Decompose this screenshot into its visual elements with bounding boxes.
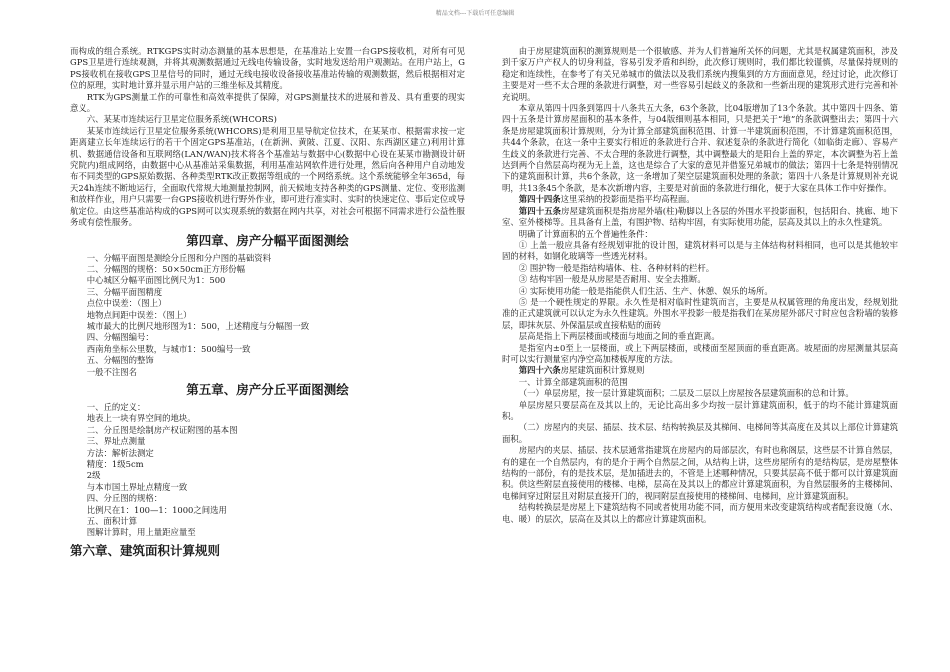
article-46-label: 第四十六条 (518, 365, 561, 376)
whcors-paragraph: 某某市连续运行卫星定位服务系统(WHCORS)是利用卫星导航定位技术，在某某市、根据需求按一定距离建立长年连续运行的若干个固定GPS基准站，(在新洲、黄陂、江夏、汉阳、东西湖区建立)利用计算机、数据通信设备和互联网络(LAN/WAN)技术将各个基准站与数据中心(数据中心设在某某市勘测设计研究院内)组成网络，由数据中心从基准站采集数据，利用基准站网软件进行处理，然后向各种用户自动地发布不同类型的GPS原始数据、各种类型RTK改正数据等组成的一个网络系统。这个系统能够全年365d，每天24h连续不断地运行，全面取代常规大地测量控制网，前天候地支持各种类的GPS测量、定位、变形监测和放样作业，用户只需要一台GPS接收机进行野外作业，即可进行准实时、实时的快速定位、事后定位或导航定位。由这些基准站构成的GPS网可以实现系统的数据在网内共享，对社会可根据不同需求进行公益性服务或有偿性服务。 (70, 125, 465, 228)
condition-2: ② 围护物一般是指结构墙体、柱、各种材料的栏杆。 (518, 262, 715, 273)
condition-5: ⑤ 是一个硬性规定的界限。永久性是相对临时性建筑而言，主要是从权属管理的角度出发，经规划批准的正式建筑就可以认定为永久性建筑。外围水平投影一般是指我们在某房屋外部尺寸时应包含粉墙的装修层，即抹灰层、外保温层或直接粘贴的面砖 (502, 296, 898, 330)
condition-1: ① 上盖一般应具备有经规划审批的设计图，建筑材料可以是与主体结构材料相同，也可以是其他较牢固的材料，如钢化玻璃等一些透光材料。 (502, 239, 898, 262)
list-item: 点位中误差：（图上） (86, 298, 167, 309)
list-item: 三、分幅平面图精度 (86, 286, 163, 297)
list-item: 比例尺在1：100—1：1000之间选用 (86, 504, 227, 515)
article-45 (502, 206, 898, 229)
rule-mezzanine-note: 房屋内的夹层、插层、技术层通常指建筑在房屋内的局部层次，有时也称阁层，这些层不计算自然层，有的建在一个自然层内，有的是介于两个自然层之间，从结构上讲，这些房屋所有的是结构层，是房屋整体结构的一部份，有的是技术层，是加插进去的，不管是上述哪种情况，只要其层高不低于都可以计算建筑面积。供这些附层直接使用的楼梯、电梯，层高在及其以上的都应计算建筑面积，为自然层服务的主楼梯间、电梯间穿过附层且对附层直接开门的，视同附层直接使用的楼梯间、电梯间，应计算建筑面积。 (502, 445, 898, 501)
floor-height-definition: 层高是指上下两层楼面或楼面与地面之间的垂直距离。 (518, 331, 720, 342)
left-column (70, 46, 465, 666)
right-column (502, 46, 898, 666)
list-item: 五、面积计算 (86, 516, 138, 527)
list-item: 西南角坐标公里数，与城市1：500编号一致 (86, 343, 251, 354)
rtk-paragraph: 而构成的组合系统。RTKGPS实时动态测量的基本思想是，在基准站上安置一台GPS接收机，对所有可见GPS卫星进行连续观测，并将其观测数据通过无线电传输设备，实时地发送给用户观测站。在用户站上，GPS接收机在接收GPS卫星信号的同时，通过无线电接收设备接收基准站传输的观测数据，然后根据相对定位的原理，实时地计算并显示用户站的三维坐标及其精度。 (70, 46, 465, 91)
list-item: 图解计算时，用上量距应量至 (86, 527, 196, 538)
chapter-summary-paragraph: 本章从第四十四条到第四十八条共五大条，63个条款，比04版增加了13个条款。其中第四十四条、第四十五条是计算房屋面积的基本条件，与04版细则基本相同，只是把关于“地”的条款调整出去；第四十六条是房屋建筑面积计算规则，分为计算全部建筑面积范围、计算一半建筑面积范围，不计算建筑面积范围，共44个条款，在这一条中主要实行相近的条款进行合并、叙述复杂的条款进行简化（如临街走廊）、容易产生歧义的条款进行完善、不太合理的条款进行调整，其中调整最大的是阳台上盖的界定，本次调整为若上盖达到两个自然层高均视为无上盖，这也是综合了大家的意见并借鉴兄弟城市的做法；第四十七条是特别情况下的建筑面积计算，共6个条款，这一条增加了架空层建筑面积处理的条款；第四十八条是计算规则补充说明，共13条45个条款，是本次新增内容，主要是对前面的条款进行细化，便于大家在具体工作中好操作。 (502, 103, 898, 193)
list-item: 三、界址点测量 (86, 436, 146, 447)
list-item: 二、分幅图的规格：50×50cm正方形份幅 (86, 263, 246, 274)
list-item: 二、分丘图是绘制房产权证附图的基本图 (86, 424, 238, 435)
intro-paragraph: 由于房屋建筑面积的测算规则是一个很敏感、并为人们普遍所关怀的问题，尤其是权属建筑面积，涉及到千家万户产权人的切身利益，容易引发矛盾和纠纷，此次修订规则时，我们都比较谨慎，尽量保持规则的稳定和连续性，在参考了有关兄弟城市的做法以及我们系统内搜集到的方方面面意见，经过讨论，此次修订主要是对一些不太合理的条款进行调整，对一些容易引起歧义的条款和一些新出现的建筑形式进行完善和补充说明。 (502, 46, 898, 102)
conditions-intro: 明确了计算面积的五个普遍性条件： (518, 228, 653, 239)
list-item: 四、分丘图的规格： (86, 493, 163, 504)
list-item: 五、分幅图的整饰 (86, 355, 154, 366)
list-item: 精度：1级5cm (86, 459, 144, 469)
rtk-significance-paragraph: RTK为GPS测量工作的可靠性和高效率提供了保障，对GPS测量技术的进展和普及、具有重要的现实意义。 (70, 91, 465, 114)
chapter-5-title: 第五章、房产分丘平面图测绘 (186, 381, 349, 397)
list-item: 城市最大的比例尺地形图为1：500，上述精度与分幅图一致 (86, 320, 310, 331)
list-item: 四、分幅图编号： (86, 332, 154, 343)
article-44-text: 这里采纳的投影面是指平均高程面。 (560, 194, 695, 205)
list-item: 方法：解析法测定 (86, 447, 154, 458)
list-item: 一、分幅平面图是测绘分丘图和分户图的基础资料 (86, 252, 272, 263)
rule-single-storey: （一）单层房屋，按一层计算建筑面积；二层及二层以上房屋按各层建筑面积的总和计算。 (518, 388, 854, 399)
chapter-4-title: 第四章、房产分幅平面图测绘 (186, 232, 349, 248)
list-item: 2级 (86, 470, 101, 481)
article-45-text: 房屋建筑面积是指房屋外墙(柱)勒脚以上各层的外围水平投影面积，包括阳台、挑廊、地下室、室外楼梯等。且具备有上盖，有围护物、结构牢固，有实际使用功能，层高及其以上的永久性建筑。 (502, 205, 898, 228)
page-header: 精品文档---下载后可任意编辑 (435, 10, 515, 17)
list-item: 中心城区分幅平面图比例尺为1：500 (86, 275, 226, 286)
list-item: 地表上一块有界空间的地块。 (86, 413, 196, 424)
article-46-text: 房屋建筑面积计算规则 (560, 365, 645, 376)
floor-height-detail: 是指室内±0至上一层楼面，或上下两层楼面，或楼面至屋顶面的垂直距离。坡屋面的房屋测量其层高时可以实行测量室内净空高加楼板厚度的方法。 (502, 342, 898, 364)
rule-single-storey-note: 单层房屋只要层高在及其以上的，无论比高出多少均按一层计算建筑面积，低于的均不能计算建筑面积。 (502, 399, 898, 421)
rule-mezzanine: （二）房屋内的夹层、插层、技术层、结构转换层及其梯间、电梯间等其高度在及其以上部位计算建筑面积。 (502, 422, 898, 444)
list-item: 一般不注图名 (86, 366, 138, 377)
chapter-6-title: 第六章、建筑面积计算规则 (70, 542, 221, 558)
article-44-label: 第四十四条 (518, 194, 561, 205)
list-item: 与本市国土界址点精度一致 (86, 481, 188, 492)
list-item: 一、丘的定义： (86, 401, 146, 412)
article-44 (502, 194, 898, 205)
rule-transfer-floor: 结构转换层是房屋上下建筑结构不同或者使用功能不同，而方便用来改变建筑结构或者配套设施（水、电、暖）的层次，层高在及其以上的都应计算建筑面积。 (502, 502, 898, 524)
list-item: 地物点间距中误差：（图上） (86, 309, 192, 320)
full-area-scope: 一、计算全部建筑面积的范围 (518, 376, 628, 387)
article-46 (502, 365, 898, 376)
condition-4: ④ 实际使用功能一般是指能供人们生活、生产、休憩、娱乐的场所。 (518, 285, 773, 296)
condition-3: ③ 结构牢固一般是从房屋是否耐用、安全去推断。 (518, 274, 706, 285)
article-45-label: 第四十五条 (518, 205, 562, 216)
section-heading-whcors: 六、某某市连续运行卫星定位服务系统(WHCORS) (86, 114, 277, 125)
